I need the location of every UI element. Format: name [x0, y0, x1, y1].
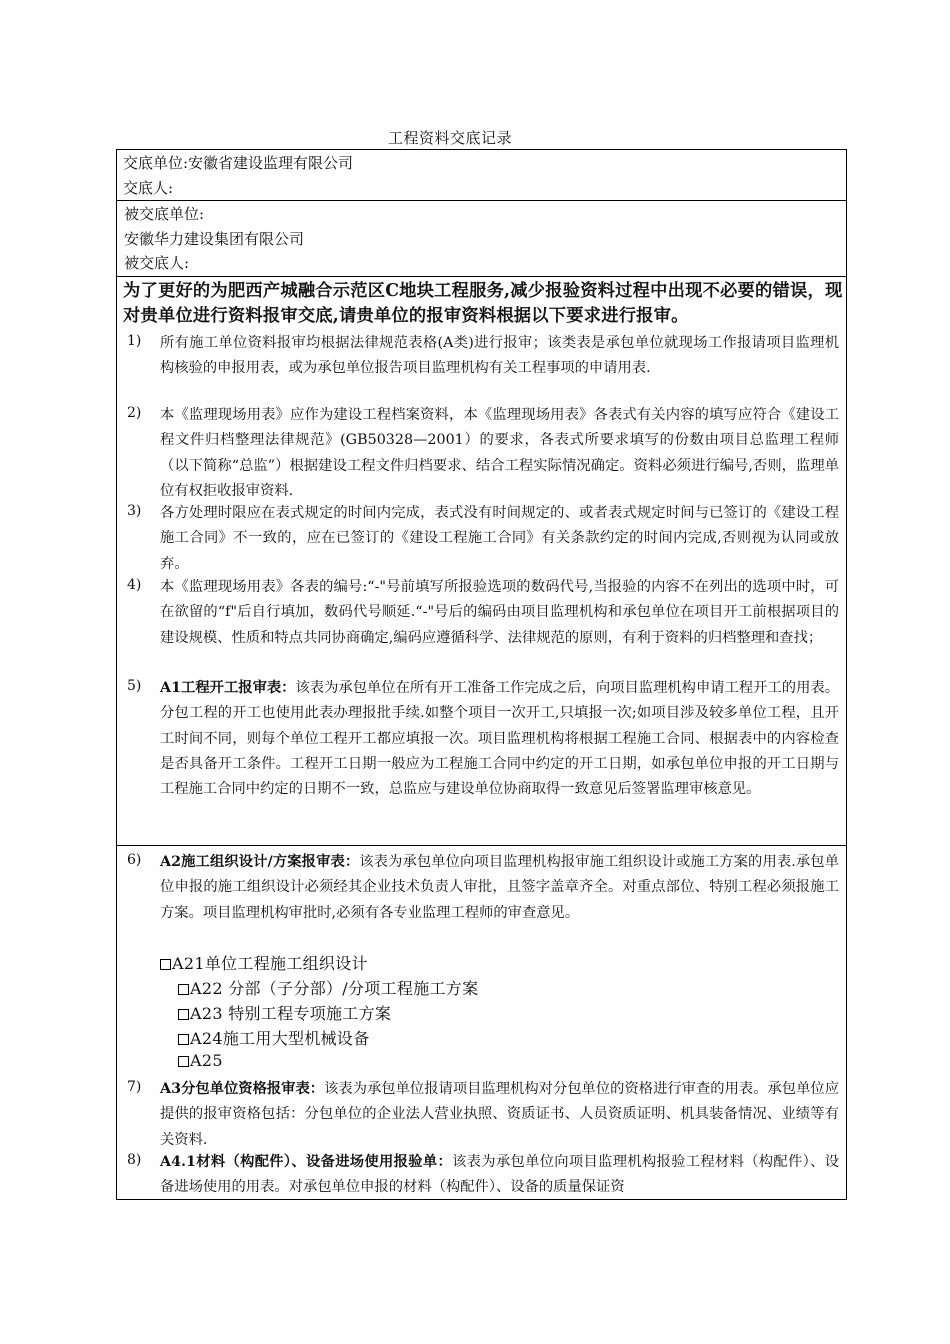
checkbox-icon[interactable]: [178, 984, 189, 995]
item-number: 5): [127, 678, 142, 694]
receiver-unit-label: 被交底单位:: [124, 205, 205, 223]
checklist-item[interactable]: [178, 1001, 391, 1024]
intro-paragraph: 为了更好的为肥西产城融合示范区C地块工程服务,减少报验资料过程中出现不必要的错误，现对贵单位进行资料报审交底,请贵单位的报审资料根据以下要求进行报审。: [123, 281, 843, 326]
item-number: 4): [127, 577, 142, 593]
item-number: 8): [127, 1152, 142, 1168]
handover-section: [116, 149, 847, 201]
item-text: [160, 1150, 839, 1201]
checkbox-icon[interactable]: [178, 1056, 189, 1067]
instructions-section: [116, 276, 847, 846]
checklist-item[interactable]: [178, 1051, 223, 1070]
handover-unit: 交底单位:安徽省建设监理有限公司: [123, 154, 354, 172]
item-number: 1): [127, 333, 142, 349]
item-text: 所有施工单位资料报审均根据法律规范表格(A类)进行报审；该类表是承包单位就现场工作报请项目监理机构核验的申报用表，或为承包单位报告项目监理机构有关工程事项的申请用表.: [160, 335, 839, 377]
instructions-continued: [116, 845, 847, 1200]
receiver-unit-name: 安徽华力建设集团有限公司: [124, 230, 305, 248]
checklist-label: A25: [190, 1051, 223, 1070]
item-body: 该表为承包单位报请项目监理机构对分包单位的资格进行审查的用表。承包单位应提供的报审资格包括：分包单位的企业法人营业执照、资质证书、人员资质证明、机具装备情况、业绩等有关资料.: [160, 1081, 840, 1148]
checkbox-icon[interactable]: [178, 1009, 189, 1020]
receiver-person: 被交底人:: [124, 254, 190, 272]
checklist-label: A23 特别工程专项施工方案: [190, 1004, 392, 1023]
item-heading: A2施工组织设计/方案报审表：: [160, 854, 360, 870]
checklist-item[interactable]: [160, 951, 368, 974]
checklist-item[interactable]: [178, 976, 478, 999]
checklist-item[interactable]: [178, 1026, 370, 1049]
checklist-label: A21单位工程施工组织设计: [172, 954, 368, 973]
checklist-label: A24施工用大型机械设备: [190, 1029, 370, 1048]
item-number: 6): [127, 852, 142, 868]
item-body: 该表为承包单位向项目监理机构报审施工组织设计或施工方案的用表.承包单位申报的施工组织设计必须经其企业技术负责人审批，且签字盖章齐全。对重点部位、特别工程必须报施工方案。项目监理机构审批时,必须有各专业监理工程师的审查意见。: [160, 854, 839, 921]
item-text: [160, 676, 839, 802]
item-body: 该表为承包单位向项目监理机构报验工程材料（构配件）、设备进场使用的用表。对承包单位申报的材料（构配件）、设备的质量保证资: [160, 1154, 839, 1196]
item-body: 该表为承包单位在所有开工准备工作完成之后，向项目监理机构申请工程开工的用表。分包工程的开工也使用此表办理报批手续.如整个项目一次开工,只填报一次;如项目涉及较多单位工程，且开工时间不同，则每个单位工程开工都应填报一次。项目监理机构将根据工程施工合同、根据表中的内容检查是否具备开工条件。工程开工日期一般应为工程施工合同中约定的开工日期，如承包单位申报的开工日期与工程施工合同中约定的日期不一致，总监应与建设单位协商取得一致意见后签署监理审核意见。: [160, 680, 840, 798]
item-number: 2): [127, 405, 142, 421]
item-number: 7): [127, 1079, 142, 1095]
item-number: 3): [127, 503, 142, 519]
item-text: [160, 1077, 839, 1153]
receiver-section: [116, 200, 847, 277]
item-text: 本《监理现场用表》各表的编号:“-"号前填写所报验选项的数码代号,当报验的内容不在列出的选项中时，可在欲留的“f"后自行填加，数码代号顺延.“-"号后的编码由项目监理机构和承包单位在项目开工前根据项目的建设规模、性质和特点共同协商确定,编码应遵循科学、法律规范的原则，有利于资料的归档整理和查找；: [160, 579, 839, 646]
handover-person: 交底人:: [123, 179, 174, 197]
document-title: 工程资料交底记录: [387, 129, 512, 147]
checkbox-icon[interactable]: [178, 1034, 189, 1045]
checklist-label: A22 分部（子分部）/分项工程施工方案: [190, 979, 479, 998]
item-heading: A4.1材料（构配件）、设备进场使用报验单：: [160, 1154, 453, 1170]
item-heading: A1工程开工报审表：: [160, 680, 296, 696]
item-text: 各方处理时限应在表式规定的时间内完成，表式没有时间规定的、或者表式规定时间与已签订的《建设工程施工合同》不一致的，应在已签订的《建设工程施工合同》有关条款约定的时间内完成,否则视为认同或放弃。: [160, 505, 839, 572]
item-text: [160, 850, 839, 926]
checkbox-icon[interactable]: [160, 959, 171, 970]
item-heading: A3分包单位资格报审表：: [160, 1081, 325, 1097]
item-text: 本《监理现场用表》应作为建设工程档案资料，本《监理现场用表》各表式有关内容的填写应符合《建设工程文件归档整理法律规范》(GB50328—2001）的要求，各表式所要求填写的份数由项目总监理工程师（以下简称“总监”）根据建设工程文件归档要求、结合工程实际情况确定。资料必须进行编号,否则，监理单位有权拒收报审资料.: [160, 407, 839, 499]
